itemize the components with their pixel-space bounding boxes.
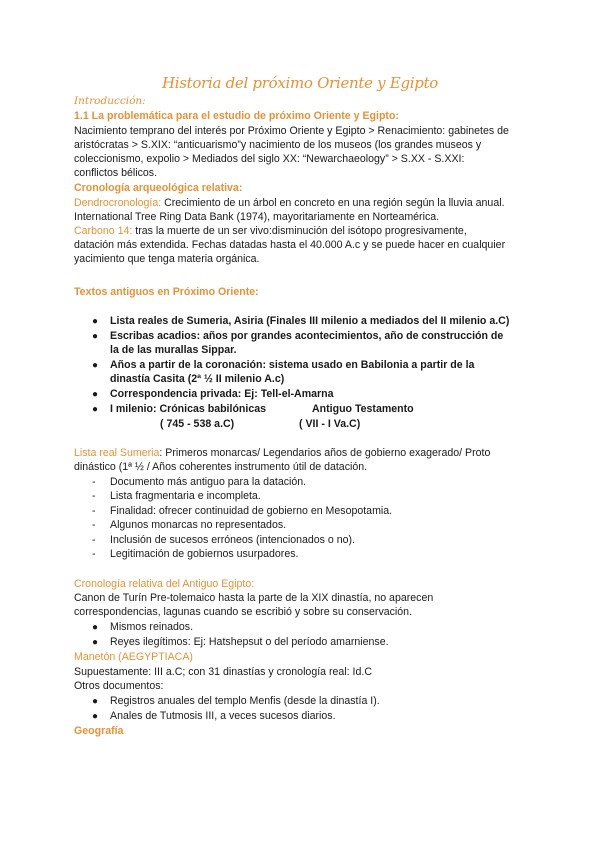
list-item: Mismos reinados.	[110, 621, 194, 633]
bullet-icon: ●	[92, 637, 99, 648]
list-item: Finalidad: ofrecer continuidad de gobierno en Mesopotamia.	[110, 505, 393, 517]
dendro-text: Crecimiento de un árbol en concreto en una región según la lluvia anual.	[161, 197, 505, 209]
bullet-icon: ●	[92, 696, 99, 707]
milenio-date2: ( VII - I Va.C)	[299, 418, 361, 430]
paragraph-line: Canon de Turín Pre-tolemaico hasta la parte de la XIX dinastía, no aparecen	[74, 592, 434, 604]
milenio-label: I milenio: Crónicas babilónicas	[110, 403, 266, 415]
dendro-label: Dendrocronología:	[74, 197, 162, 209]
carbono-label: Carbono 14:	[74, 225, 133, 237]
list-item: Años a partir de la coronación: sistema usado en Babilonia a partir de la	[110, 359, 475, 371]
geografia-heading: Geografía	[74, 725, 124, 737]
paragraph-line: aristócratas > S.XIX: “anticuarismo”y nacimiento de los museos (los grandes museos y	[74, 139, 482, 151]
list-item: Algunos monarcas no representados.	[110, 519, 287, 531]
dash-icon: -	[92, 548, 96, 560]
paragraph-line: Nacimiento temprano del interés por Próximo Oriente y Egipto > Renacimiento: gabinetes de	[74, 125, 509, 137]
bullet-icon: ●	[92, 389, 99, 400]
dash-icon: -	[92, 534, 96, 546]
lista-label: Lista real Sumeria	[74, 447, 160, 459]
list-item-continuation: la de las murallas Sippar.	[110, 344, 237, 356]
page-title: Historia del próximo Oriente y Egipto	[161, 74, 439, 92]
maneton-text: Supuestamente: III a.C; con 31 dinastías y cronología real: Id.C	[74, 666, 372, 678]
paragraph-line: correspondencias, lagunas cuando se escribió y sobre su conservación.	[74, 606, 413, 618]
maneton-heading: Manetón (AEGYPTIACA)	[74, 651, 193, 663]
list-item: Reyes ilegítimos: Ej: Hatshepsut o del período amarniense.	[110, 636, 389, 648]
carbono-line	[74, 225, 467, 238]
bullet-icon: ●	[92, 360, 99, 371]
milenio-date1: ( 745 - 538 a.C)	[160, 418, 235, 430]
paragraph-line: yacimiento que tenga materia orgánica.	[74, 253, 260, 265]
list-item: Lista reales de Sumeria, Asiria (Finales III milenio a mediados del II milenio a.C)	[110, 315, 510, 327]
paragraph-line: coleccionismo, expolio > Mediados del siglo XX: “Newarchaeology” > S.XX - S.XXI:	[74, 153, 465, 165]
dash-icon: -	[92, 519, 96, 531]
dendro-line	[74, 197, 505, 210]
lista-line-2: dinástico (1ª ½ / Años coherentes instrumento útil de datación.	[74, 461, 368, 473]
bullet-icon: ●	[92, 404, 99, 415]
intro-heading: Introducción:	[74, 95, 146, 107]
list-item: Anales de Tutmosis III, a veces sucesos diarios.	[110, 710, 336, 722]
bullet-icon: ●	[92, 331, 99, 342]
paragraph-line: datación más extendida. Fechas datadas hasta el 40.000 A.c y se puede hacer en cualquier	[74, 239, 506, 251]
bullet-icon: ●	[92, 316, 99, 327]
cronologia-heading: Cronología arqueológica relativa:	[74, 182, 243, 194]
lista-text: : Primeros monarcas/ Legendarios años de gobierno exagerado/ Proto	[159, 447, 491, 459]
list-item: Documento más antiguo para la datación.	[110, 476, 307, 488]
carbono-text: tras la muerte de un ser vivo:disminución del isótopo progresivamente,	[132, 225, 467, 237]
list-item: Registros anuales del templo Menfis (desde la dinastía I).	[110, 695, 380, 707]
bullet-icon: ●	[92, 711, 99, 722]
otros-label: Otros documentos:	[74, 680, 164, 692]
list-item: Legitimación de gobiernos usurpadores.	[110, 548, 299, 560]
section-1-1-heading: 1.1 La problemática para el estudio de próximo Oriente y Egipto:	[74, 110, 399, 122]
milenio-col2: Antiguo Testamento	[312, 403, 414, 415]
dendro-line-2: International Tree Ring Data Bank (1974), mayoritariamente en Norteamérica.	[74, 211, 440, 223]
lista-line	[74, 447, 490, 460]
dash-icon: -	[92, 490, 96, 502]
dash-icon: -	[92, 505, 96, 517]
dash-icon: -	[92, 476, 96, 488]
paragraph-line: conflictos bélicos.	[74, 167, 158, 179]
bullet-icon: ●	[92, 622, 99, 633]
list-item: Correspondencia privada: Ej: Tell-el-Amarna	[110, 388, 334, 400]
egipto-heading: Cronología relativa del Antiguo Egipto:	[74, 578, 255, 590]
textos-heading: Textos antiguos en Próximo Oriente:	[74, 286, 259, 298]
list-item: Inclusión de sucesos erróneos (intencionados o no).	[110, 534, 355, 546]
list-item: Lista fragmentaria e incompleta.	[110, 490, 261, 502]
list-item-continuation: dinastía Casita (2ª ½ II milenio A.c)	[110, 373, 285, 385]
list-item: Escribas acadios: años por grandes acontecimientos, año de construcción de	[110, 330, 504, 342]
